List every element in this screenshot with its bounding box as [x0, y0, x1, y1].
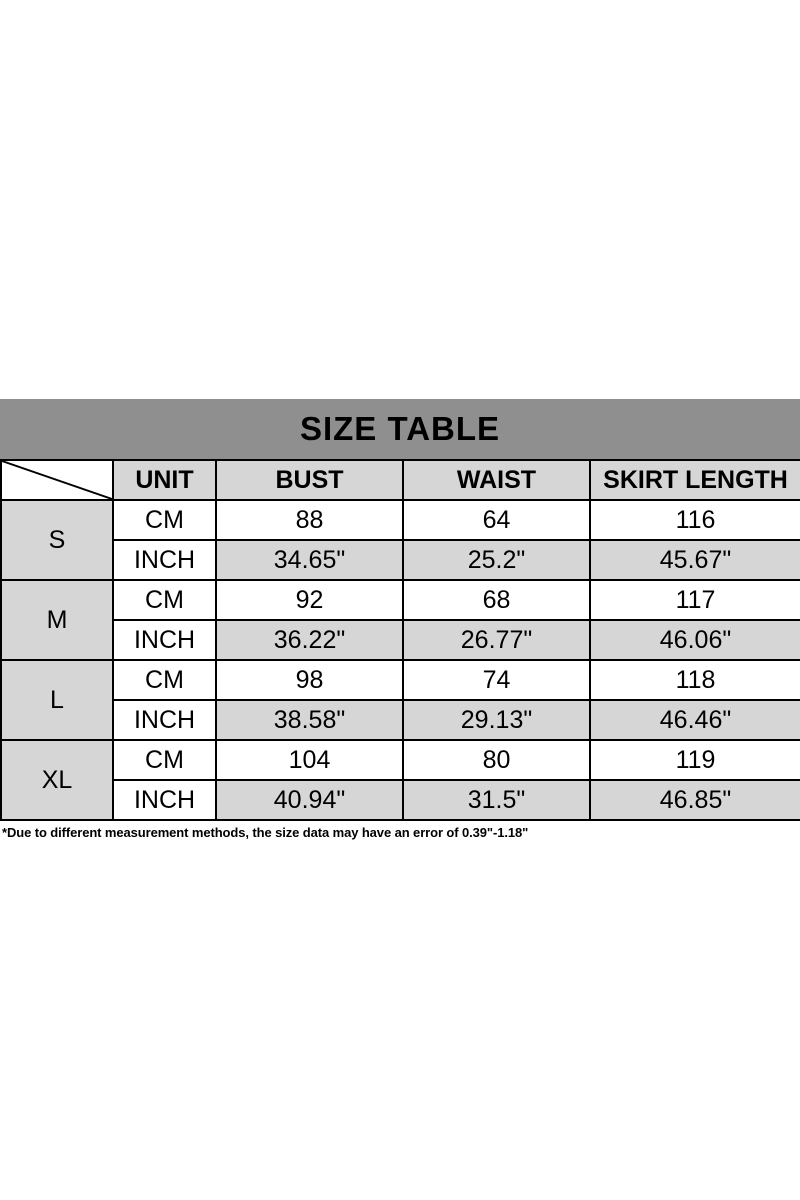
unit-cm: CM: [113, 660, 216, 700]
m-waist-inch: 26.77": [403, 620, 590, 660]
unit-inch: INCH: [113, 700, 216, 740]
table-row: [1, 660, 800, 700]
xl-length-inch: 46.85": [590, 780, 800, 820]
s-bust-inch: 34.65": [216, 540, 403, 580]
size-table-block: [0, 399, 800, 840]
corner-diagonal-cell: [1, 460, 113, 500]
size-label-m: M: [1, 580, 113, 660]
l-bust-cm: 98: [216, 660, 403, 700]
m-waist-cm: 68: [403, 580, 590, 620]
unit-cm: CM: [113, 500, 216, 540]
s-bust-cm: 88: [216, 500, 403, 540]
s-waist-cm: 64: [403, 500, 590, 540]
table-row: [1, 780, 800, 820]
xl-bust-cm: 104: [216, 740, 403, 780]
m-bust-inch: 36.22": [216, 620, 403, 660]
unit-cm: CM: [113, 580, 216, 620]
header-waist: WAIST: [403, 460, 590, 500]
table-row: [1, 700, 800, 740]
measurement-footnote: *Due to different measurement methods, the size data may have an error of 0.39"-1.18": [2, 825, 529, 840]
table-row: [1, 620, 800, 660]
table-row: [1, 500, 800, 540]
table-row: [1, 580, 800, 620]
table-row: [1, 540, 800, 580]
size-table: [0, 459, 800, 821]
size-label-l: L: [1, 660, 113, 740]
table-header-row: [1, 460, 800, 500]
size-label-xl: XL: [1, 740, 113, 820]
xl-waist-cm: 80: [403, 740, 590, 780]
m-length-cm: 117: [590, 580, 800, 620]
xl-length-cm: 119: [590, 740, 800, 780]
l-waist-cm: 74: [403, 660, 590, 700]
header-skirt-length: SKIRT LENGTH: [590, 460, 800, 500]
xl-waist-inch: 31.5": [403, 780, 590, 820]
s-waist-inch: 25.2": [403, 540, 590, 580]
unit-inch: INCH: [113, 780, 216, 820]
l-length-inch: 46.46": [590, 700, 800, 740]
page-title: SIZE TABLE: [0, 399, 800, 459]
l-length-cm: 118: [590, 660, 800, 700]
diagonal-line-icon: [2, 461, 112, 499]
unit-inch: INCH: [113, 540, 216, 580]
xl-bust-inch: 40.94": [216, 780, 403, 820]
s-length-inch: 45.67": [590, 540, 800, 580]
m-length-inch: 46.06": [590, 620, 800, 660]
size-label-s: S: [1, 500, 113, 580]
s-length-cm: 116: [590, 500, 800, 540]
header-bust: BUST: [216, 460, 403, 500]
header-unit: UNIT: [113, 460, 216, 500]
l-waist-inch: 29.13": [403, 700, 590, 740]
table-row: [1, 740, 800, 780]
unit-inch: INCH: [113, 620, 216, 660]
m-bust-cm: 92: [216, 580, 403, 620]
unit-cm: CM: [113, 740, 216, 780]
l-bust-inch: 38.58": [216, 700, 403, 740]
